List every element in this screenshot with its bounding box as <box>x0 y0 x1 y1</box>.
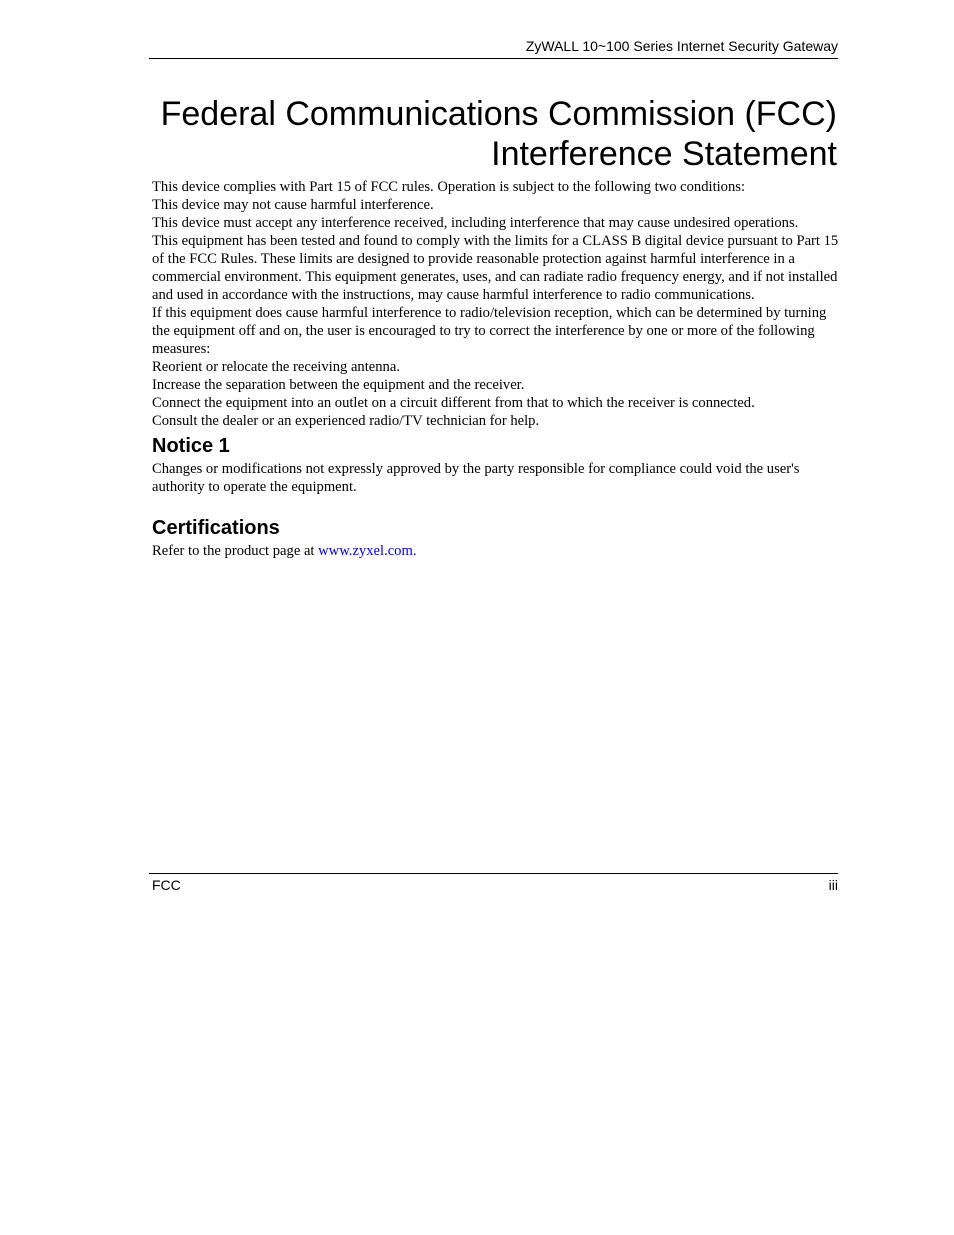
body-paragraph-measure-1: Reorient or relocate the receiving antenna. <box>152 359 400 375</box>
body-paragraph-conditions-intro: This device complies with Part 15 of FCC rules. Operation is subject to the following two conditions: <box>152 179 745 195</box>
certifications-text: Refer to the product page at <box>152 543 319 559</box>
content-body <box>152 178 840 560</box>
footer-section-name: FCC <box>152 877 181 893</box>
running-header: ZyWALL 10~100 Series Internet Security Gateway <box>149 36 838 59</box>
zyxel-website-link[interactable]: www.zyxel.com <box>318 543 413 559</box>
body-paragraph-class-b: This equipment has been tested and found to comply with the limits for a CLASS B digital device pursuant to Part 15 of the FCC Rules. These limits are designed to provide reasonable protection against harmful interference in a commercial environment. This equipment generates, uses, and can radiate radio frequency energy, and if not installed and used in accordance with the instructions, may cause harmful interference to radio communications. <box>152 233 839 303</box>
notice-paragraph: Changes or modifications not expressly approved by the party responsible for compliance could void the user's authority to operate the equipment. <box>152 461 800 495</box>
page-title-line-1: Federal Communications Commission (FCC) <box>160 95 837 133</box>
notice-heading: Notice 1 <box>152 435 230 457</box>
body-paragraph-measure-3: Connect the equipment into an outlet on a circuit different from that to which the receiver is connected. <box>152 395 755 411</box>
running-footer <box>149 873 838 896</box>
body-paragraph-condition-2: This device must accept any interference received, including interference that may cause undesired operations. <box>152 215 799 231</box>
body-paragraph-measures-intro: If this equipment does cause harmful interference to radio/television reception, which can be determined by turning the equipment off and on, the user is encouraged to try to correct the interference by one or more of the following measures: <box>152 305 827 357</box>
certifications-trailing-period: . <box>412 543 417 559</box>
body-paragraph-measure-4: Consult the dealer or an experienced radio/TV technician for help. <box>152 413 540 429</box>
page-title <box>149 94 837 174</box>
body-paragraph-condition-1: This device may not cause harmful interference. <box>152 197 434 213</box>
page-title-line-2: Interference Statement <box>491 135 837 173</box>
footer-page-number: iii <box>828 877 838 893</box>
certifications-heading: Certifications <box>152 517 280 539</box>
certifications-paragraph <box>152 542 840 560</box>
body-paragraph-measure-2: Increase the separation between the equipment and the receiver. <box>152 377 525 393</box>
